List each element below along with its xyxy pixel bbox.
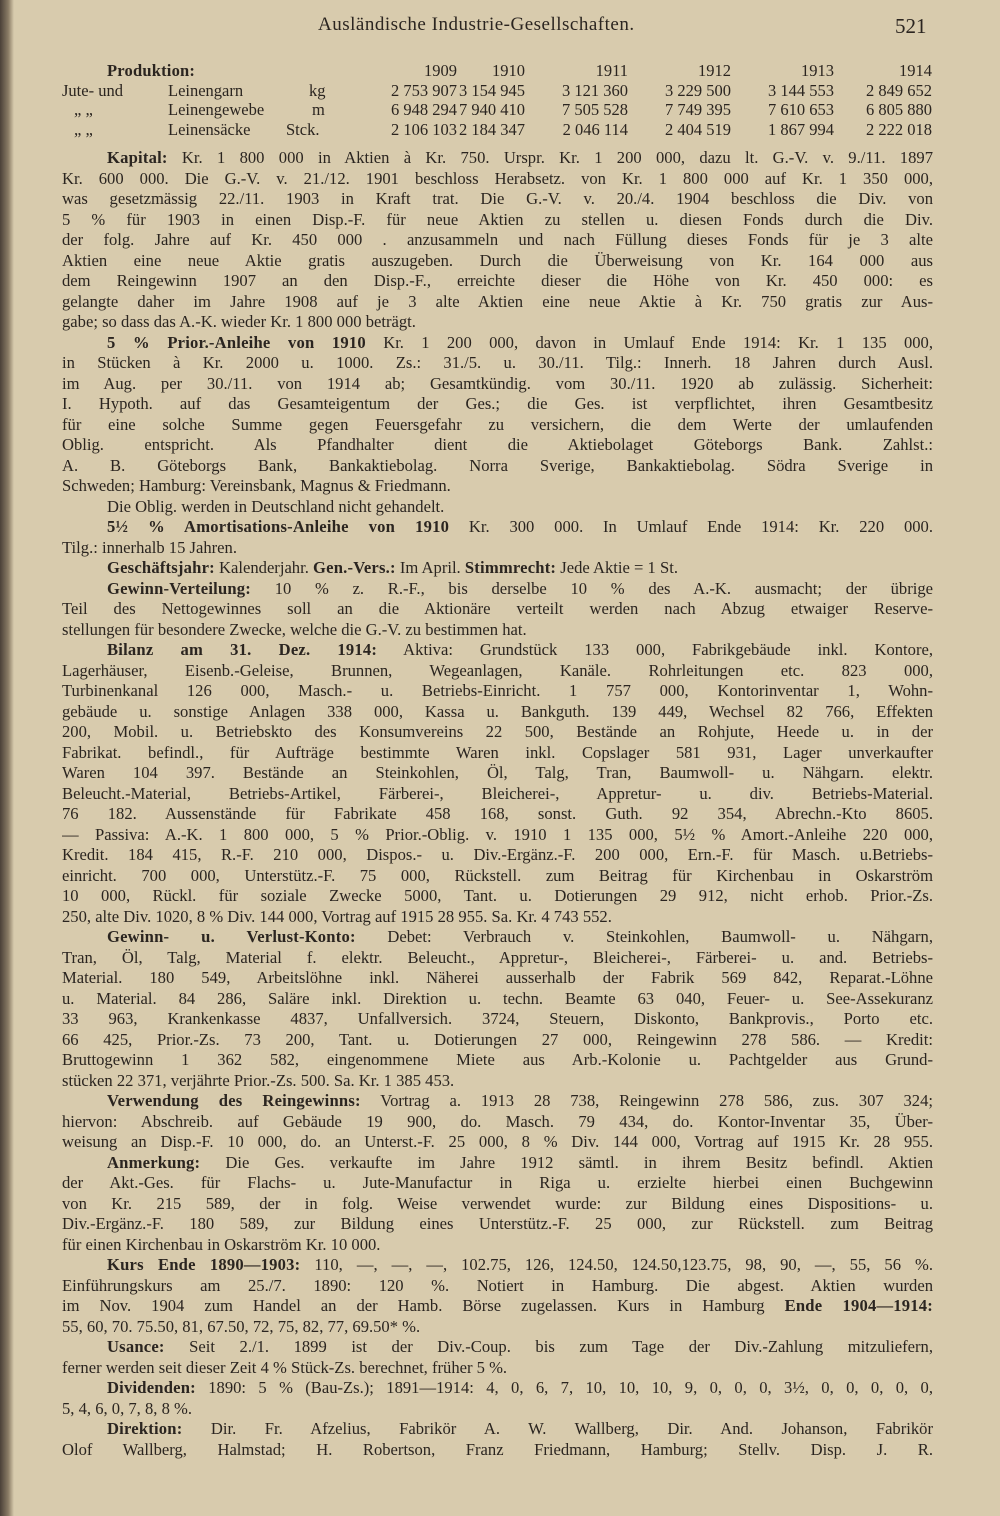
production-row	[62, 120, 934, 140]
text-segment: Dir. Fr. Afzelius, Fabrikör A. W. Wallberg, Dir. And. Johanson, Fabrikör	[182, 1419, 933, 1438]
text-segment: 33 963, Krankenkasse 4837, Unfallversich. 3724, Steuern, Diskonto, Bankprovis., Porto etc.	[62, 1009, 933, 1028]
text-line	[62, 169, 933, 190]
text-segment: Kr. 300 000. In Umlauf Ende 1914: Kr. 220 000.	[449, 517, 933, 536]
running-title: Ausländische Industrie-Gesellschaften.	[318, 14, 635, 35]
text-segment: Fabrikat. befindl., für Aufträge bestimmte Waren inkl. Copslager 581 931, Lager unverkaufter	[62, 742, 933, 762]
production-header-row	[62, 61, 934, 81]
production-heading: Produktion:	[107, 61, 196, 80]
paragraph-geschaeftsjahr	[62, 558, 933, 579]
text-line	[62, 1378, 933, 1399]
production-value: 2 404 519	[665, 119, 731, 139]
text-line	[62, 907, 933, 928]
text-line	[62, 640, 933, 661]
text-line	[62, 845, 933, 866]
text-segment: Kalenderjahr.	[214, 558, 314, 577]
text-segment: Vortrag a. 1913 28 738, Reingewinn 278 586, zus. 307 324;	[360, 1091, 933, 1110]
text-line	[62, 866, 933, 887]
text-segment: der Akt.-Ges. für Flachs- u. Jute-Manufactur in Riga u. erzielte hierbei einen Buchgewinn	[62, 1173, 933, 1192]
production-value: 7 610 653	[768, 100, 834, 119]
row-unit: kg	[309, 80, 326, 100]
text-line	[62, 804, 933, 825]
paragraph-usance	[62, 1337, 933, 1378]
text-line	[62, 1358, 933, 1379]
production-value: 2 849 652	[866, 80, 932, 100]
text-line	[62, 374, 933, 395]
text-line	[62, 1276, 933, 1297]
row-prefix: Jute- und	[62, 80, 123, 100]
text-line	[62, 825, 933, 846]
text-segment: im Nov. 1904 zum Handel an der Hamb. Börse zugelassen. Kurs in Hamburg	[62, 1296, 785, 1315]
text-segment: Schweden; Hamburg: Vereinsbank, Magnus & Friedmann.	[62, 476, 451, 495]
text-line	[62, 1419, 933, 1440]
text-line	[62, 1214, 933, 1235]
text-line	[62, 599, 933, 620]
paragraph-dividenden	[62, 1378, 933, 1419]
text-line	[62, 1194, 933, 1215]
text-segment: Bruttogewinn 1 362 582, eingenommene Miete aus Arb.-Kolonie u. Pachtgelder aus Grund-	[62, 1050, 933, 1069]
text-segment: weisung an Disp.-F. 10 000, do. an Unterst.-F. 25 000, 8 % Div. 144 000, Vortrag auf 1915 Kr. 28 955.	[62, 1132, 933, 1151]
text-line	[62, 230, 933, 251]
paragraph-verwendung	[62, 1091, 933, 1153]
text-segment: was gesetzmässig 22./11. 1903 in Kraft trat. Die G.-V. v. 20./4. 1904 beschloss die Div. von	[62, 189, 933, 208]
text-segment: für einen Kirchenbau in Oskarström Kr. 10 000.	[62, 1234, 381, 1254]
year-header: 1912	[698, 61, 731, 80]
text-segment: Waren 104 397. Bestände an Steinkohlen, Öl, Talg, Tran, Baumwoll- u. Nähgarn. elektr.	[62, 763, 933, 782]
row-label: Leinengarn	[168, 80, 244, 100]
text-line	[62, 1153, 933, 1174]
text-segment: 76 182. Aussenstände für Fabrikate 458 168, sonst. Guth. 92 354, Abrechn.-Kto 8605.	[62, 804, 933, 823]
section-heading: Stimmrecht:	[464, 558, 557, 577]
text-segment: Tran, Öl, Talg, Material f. elektr. Beleucht., Appretur-, Bleicherei-, Färberei- u. and. Betriebs-	[62, 947, 933, 967]
paragraph-gewinn-verlust-konto	[62, 927, 933, 1091]
text-segment: hiervon: Abschreib. auf Gebäude 19 900, do. Masch. 79 434, do. Kontor-Inventar 35, Über-	[62, 1111, 933, 1131]
text-segment: Debet: Verbrauch v. Steinkohlen, Baumwoll- u. Nähgarn,	[355, 927, 933, 946]
text-segment: Lagerhäuser, Eisenb.-Geleise, Brunnen, Wegeanlagen, Kanäle. Rohrleitungen etc. 823 000,	[62, 660, 933, 680]
text-line	[62, 558, 933, 579]
text-segment: I. Hypoth. auf das Gesamteigentum der Ges.; die Ges. ist verpflichtet, ihren Gesamtbesitz	[62, 394, 933, 413]
page-number: 521	[895, 14, 927, 38]
row-label: Leinengewebe	[168, 100, 265, 119]
text-line	[62, 927, 933, 948]
row-prefix: „ „	[74, 119, 93, 139]
text-segment: Turbinenkanal 126 000, Masch.- u. Betriebs-Einricht. 1 757 000, Kontorinventar 1, Wohn-	[62, 681, 933, 700]
text-segment: dem Reingewinn 1907 an den Disp.-F., erreichte dieser die Höhe von Kr. 450 000: es	[62, 271, 933, 290]
production-value: 3 144 553	[768, 80, 834, 100]
section-heading: 5½ % Amortisations-Anleihe von 1910	[107, 517, 450, 536]
row-unit: m	[312, 100, 325, 119]
text-line	[62, 1399, 933, 1420]
text-line	[62, 189, 933, 210]
production-value: 7 505 528	[562, 100, 628, 119]
production-row	[62, 100, 934, 120]
text-segment: 10 % z. R.-F., bis derselbe 10 % des A.-K. ausmacht; der übrige	[251, 578, 933, 598]
row-unit: Stck.	[286, 119, 320, 139]
text-line	[62, 1112, 933, 1133]
section-heading: Dividenden:	[107, 1378, 196, 1397]
text-segment: Tilg.: innerhalb 15 Jahren.	[62, 537, 237, 557]
paragraph-direktion	[62, 1419, 933, 1460]
page-header	[0, 10, 1000, 40]
text-line	[62, 210, 933, 231]
text-segment: Kredit. 184 415, R.-F. 210 000, Dispos.- u. Div.-Ergänz.-F. 200 000, Ern.-F. für Masch. u.Betriebs-	[62, 845, 933, 864]
row-prefix: „ „	[74, 100, 93, 119]
text-line	[62, 312, 933, 333]
section-heading: Kapital:	[107, 148, 168, 167]
text-line	[62, 251, 933, 272]
text-line	[62, 538, 933, 559]
year-header: 1909	[424, 61, 457, 80]
production-value: 7 749 395	[665, 100, 731, 119]
text-line	[62, 989, 933, 1010]
text-segment: Einführungskurs am 25./7. 1890: 120 %. Notiert in Hamburg. Die abgest. Aktien wurden	[62, 1275, 933, 1295]
text-line	[62, 1440, 933, 1461]
text-line	[62, 948, 933, 969]
text-segment: Div.-Ergänz.-F. 180 589, zur Bildung eines Unterstütz.-F. 25 000, zur Rückstell. zum Beitrag	[62, 1214, 933, 1233]
production-value: 3 229 500	[665, 80, 731, 100]
text-segment: u. Material. 84 286, Saläre inkl. Direktion u. techn. Beamte 63 040, Feuer- u. See-Assekuranz	[62, 988, 933, 1008]
text-segment: 5 % für 1903 in einen Disp.-F. für neue Aktien zu stellen u. diesen Fonds durch die Div.	[62, 209, 933, 229]
text-segment: Die Ges. verkaufte im Jahre 1912 sämtl. in ihrem Besitz befindl. Aktien	[200, 1152, 933, 1172]
text-segment: für eine solche Summe gegen Feuersgefahr zu versichern, die dem Werte der umlaufenden	[62, 414, 933, 434]
paragraph-kurs	[62, 1255, 933, 1337]
text-segment: — Passiva: A.-K. 1 800 000, 5 % Prior.-Oblig. v. 1910 1 135 000, 5½ % Amort.-Anleihe 220 000,	[62, 824, 933, 844]
text-line	[62, 1255, 933, 1276]
text-line	[62, 1132, 933, 1153]
section-heading: 5 % Prior.-Anleihe von 1910	[107, 332, 366, 352]
text-line	[62, 456, 933, 477]
text-line	[62, 681, 933, 702]
production-value: 2 184 347	[459, 119, 525, 139]
text-line	[62, 1071, 933, 1092]
text-segment: im Aug. per 30./11. von 1914 ab; Gesamtkündig. vom 30./11. 1920 ab zulässig. Sicherheit:	[62, 373, 933, 393]
paragraph-amortisations-anleihe	[62, 517, 933, 558]
text-segment: Kr. 1 200 000, davon in Umlauf Ende 1914: Kr. 1 135 000,	[365, 332, 933, 352]
text-line	[62, 620, 933, 641]
text-segment: 110, —, —, —, 102.75, 126, 124.50, 124.50,123.75, 98, 90, —, 55, 56 %.	[300, 1255, 933, 1274]
section-heading: Kurs Ende 1890—1903:	[107, 1255, 301, 1274]
text-line	[62, 661, 933, 682]
text-segment: Die Oblig. werden in Deutschland nicht gehandelt.	[107, 496, 445, 516]
text-line	[62, 476, 933, 497]
text-segment: Oblig. entspricht. Als Pfandhalter dient die Aktiebolaget Göteborgs Bank. Zahlst.:	[62, 435, 933, 454]
production-value: 1 867 994	[768, 119, 834, 139]
text-segment: von Kr. 215 589, der in folg. Weise verwendet wurde: zur Bildung eines Dispositions- u.	[62, 1193, 933, 1213]
text-line	[62, 292, 933, 313]
paragraph-oblig-note	[62, 497, 933, 518]
section-heading: Gewinn- u. Verlust-Konto:	[107, 927, 356, 946]
text-line	[62, 148, 933, 169]
section-heading: Direktion:	[107, 1419, 183, 1438]
section-heading: Geschäftsjahr:	[107, 558, 215, 577]
text-segment: Kr. 1 800 000 in Aktien à Kr. 750. Urspr. Kr. 1 200 000, dazu lt. G.-V. v. 9./11. 1897	[167, 148, 933, 167]
text-segment: 66 425, Prior.-Zs. 73 200, Tant. u. Dotierungen 27 000, Reingewinn 278 586. — Kredit:	[62, 1029, 933, 1049]
year-header: 1914	[899, 61, 932, 80]
page-binding-edge	[0, 0, 14, 1516]
text-segment: Aktiva: Grundstück 133 000, Fabrikgebäude inkl. Kontore,	[377, 640, 933, 659]
text-line	[62, 722, 933, 743]
section-heading: Gen.-Vers.:	[313, 558, 396, 577]
text-segment: 5, 4, 6, 0, 7, 8, 8 %.	[62, 1398, 192, 1418]
text-segment: gebäude u. sonstige Anlagen 338 000, Kassa u. Bankguth. 139 449, Wechsel 82 766, Effekten	[62, 701, 933, 721]
text-segment: in Stücken à Kr. 2000 u. 1000. Zs.: 31./5. u. 30./11. Tilg.: Innerh. 18 Jahren durch Ausl.	[62, 353, 933, 372]
text-line	[62, 968, 933, 989]
production-value: 7 940 410	[459, 100, 525, 119]
text-segment: 250, alte Div. 1020, 8 % Div. 144 000, Vortrag auf 1915 28 955. Sa. Kr. 4 743 552.	[62, 906, 612, 926]
paragraph-anmerkung	[62, 1153, 933, 1256]
text-segment: Beleucht.-Material, Betriebs-Artikel, Färberei-, Bleicherei-, Appretur- u. div. Betriebs-Material.	[62, 783, 933, 803]
year-header: 1910	[492, 61, 525, 80]
text-line	[62, 415, 933, 436]
text-line	[62, 353, 933, 374]
text-segment: Olof Wallberg, Halmstad; H. Robertson, Franz Friedmann, Hamburg; Stellv. Disp. J. R.	[62, 1439, 933, 1459]
production-value: 2 106 103	[391, 119, 457, 139]
text-line	[62, 394, 933, 415]
section-heading: Usance:	[107, 1337, 165, 1356]
production-value: 3 121 360	[562, 80, 628, 100]
row-label: Leinensäcke	[168, 119, 251, 139]
text-segment: Material. 180 549, Arbeitslöhne inkl. Näherei ausserhalb der Fabrik 569 842, Reparat.-Löhne	[62, 968, 933, 987]
text-segment: Teil des Nettogewinnes soll an die Aktionäre verteilt werden nach Abzug etwaiger Reserve-	[62, 599, 933, 618]
text-line	[62, 1317, 933, 1338]
text-line	[62, 1009, 933, 1030]
text-segment: stücken 22 371, verjährte Prior.-Zs. 500. Sa. Kr. 1 385 453.	[62, 1070, 455, 1090]
text-line	[62, 1337, 933, 1358]
text-segment: 10 000, Rückl. für soziale Zwecke 5000, Tant. u. Dotierungen 29 912, nicht erhob. Prior.-Zs.	[62, 886, 933, 905]
text-line	[62, 1235, 933, 1256]
text-segment: der folg. Jahre auf Kr. 450 000 . anzusammeln und nach Füllung dieses Fonds für je 3 alte	[62, 230, 933, 249]
text-line	[62, 333, 933, 354]
production-value: 6 805 880	[866, 100, 932, 119]
text-line	[62, 497, 933, 518]
text-line	[62, 1173, 933, 1194]
text-segment: Jede Aktie = 1 St.	[556, 558, 678, 577]
text-segment: ferner werden seit dieser Zeit 4 % Stück-Zs. berechnet, früher 5 %.	[62, 1357, 508, 1377]
text-line	[62, 579, 933, 600]
paragraph-gewinn-verteilung	[62, 579, 933, 641]
production-value: 2 046 114	[562, 119, 628, 139]
text-line	[62, 702, 933, 723]
production-row	[62, 81, 934, 101]
text-segment: Aktien eine neue Aktie gratis auszugeben. Durch die Überweisung von Kr. 164 000 aus	[62, 250, 933, 270]
text-line	[62, 886, 933, 907]
text-segment: gelangte daher im Jahre 1908 auf je 3 alte Aktien eine neue Aktie à Kr. 750 gratis zur Aus-	[62, 291, 933, 311]
section-heading: Verwendung des Reingewinns:	[107, 1091, 361, 1110]
text-segment: 1890: 5 % (Bau-Zs.); 1891—1914: 4, 0, 6, 7, 10, 10, 10, 9, 0, 0, 0, 3½, 0, 0, 0, 0, 0,	[195, 1378, 933, 1397]
document-body	[62, 148, 933, 1460]
production-value: 2 222 018	[866, 119, 932, 139]
text-line	[62, 1091, 933, 1112]
text-line	[62, 784, 933, 805]
section-heading: Gewinn-Verteilung:	[107, 578, 252, 598]
text-line	[62, 743, 933, 764]
text-line	[62, 1050, 933, 1071]
text-segment: stellungen für besondere Zwecke, welche die G.-V. zu bestimmen hat.	[62, 619, 527, 639]
text-segment: 55, 60, 70. 75.50, 81, 67.50, 72, 75, 82, 77, 69.50* %.	[62, 1316, 421, 1336]
text-segment: Im April.	[395, 558, 465, 577]
text-segment: A. B. Göteborgs Bank, Bankaktiebolag. Norra Sverige, Bankaktiebolag. Södra Sverige in	[62, 455, 933, 475]
production-table	[62, 61, 934, 139]
text-line	[62, 435, 933, 456]
text-segment: Kr. 600 000. Die G.-V. v. 21./12. 1901 beschloss Herabsetz. von Kr. 1 800 000 auf Kr. 1 350 000,	[62, 168, 933, 188]
paragraph-kapital	[62, 148, 933, 333]
production-value: 2 753 907	[391, 80, 457, 100]
text-segment: 200, Mobil. u. Betriebskto des Konsumvereins 22 500, Bestände an Rohjute, Heede u. in der	[62, 722, 933, 741]
section-heading: Bilanz am 31. Dez. 1914:	[107, 640, 378, 659]
text-line	[62, 517, 933, 538]
production-value: 6 948 294	[391, 100, 457, 119]
paragraph-prior-anleihe	[62, 333, 933, 497]
text-line	[62, 271, 933, 292]
text-segment: Seit 2./1. 1899 ist der Div.-Coup. bis zum Tage der Div.-Zahlung mitzuliefern,	[164, 1337, 933, 1356]
text-segment: einricht. 700 000, Unterstütz.-F. 75 000, Rückstell. zum Beitrag für Kirchenbau in Oskarström	[62, 865, 933, 885]
year-header: 1911	[595, 61, 628, 80]
paragraph-bilanz	[62, 640, 933, 927]
year-header: 1913	[801, 61, 834, 80]
section-heading: Anmerkung:	[107, 1152, 201, 1172]
text-line	[62, 1296, 933, 1317]
text-line	[62, 763, 933, 784]
production-value: 3 154 945	[459, 80, 525, 100]
section-heading: Ende 1904—1914:	[784, 1296, 933, 1315]
text-line	[62, 1030, 933, 1051]
text-segment: gabe; so dass das A.-K. wieder Kr. 1 800 000 beträgt.	[62, 312, 416, 331]
